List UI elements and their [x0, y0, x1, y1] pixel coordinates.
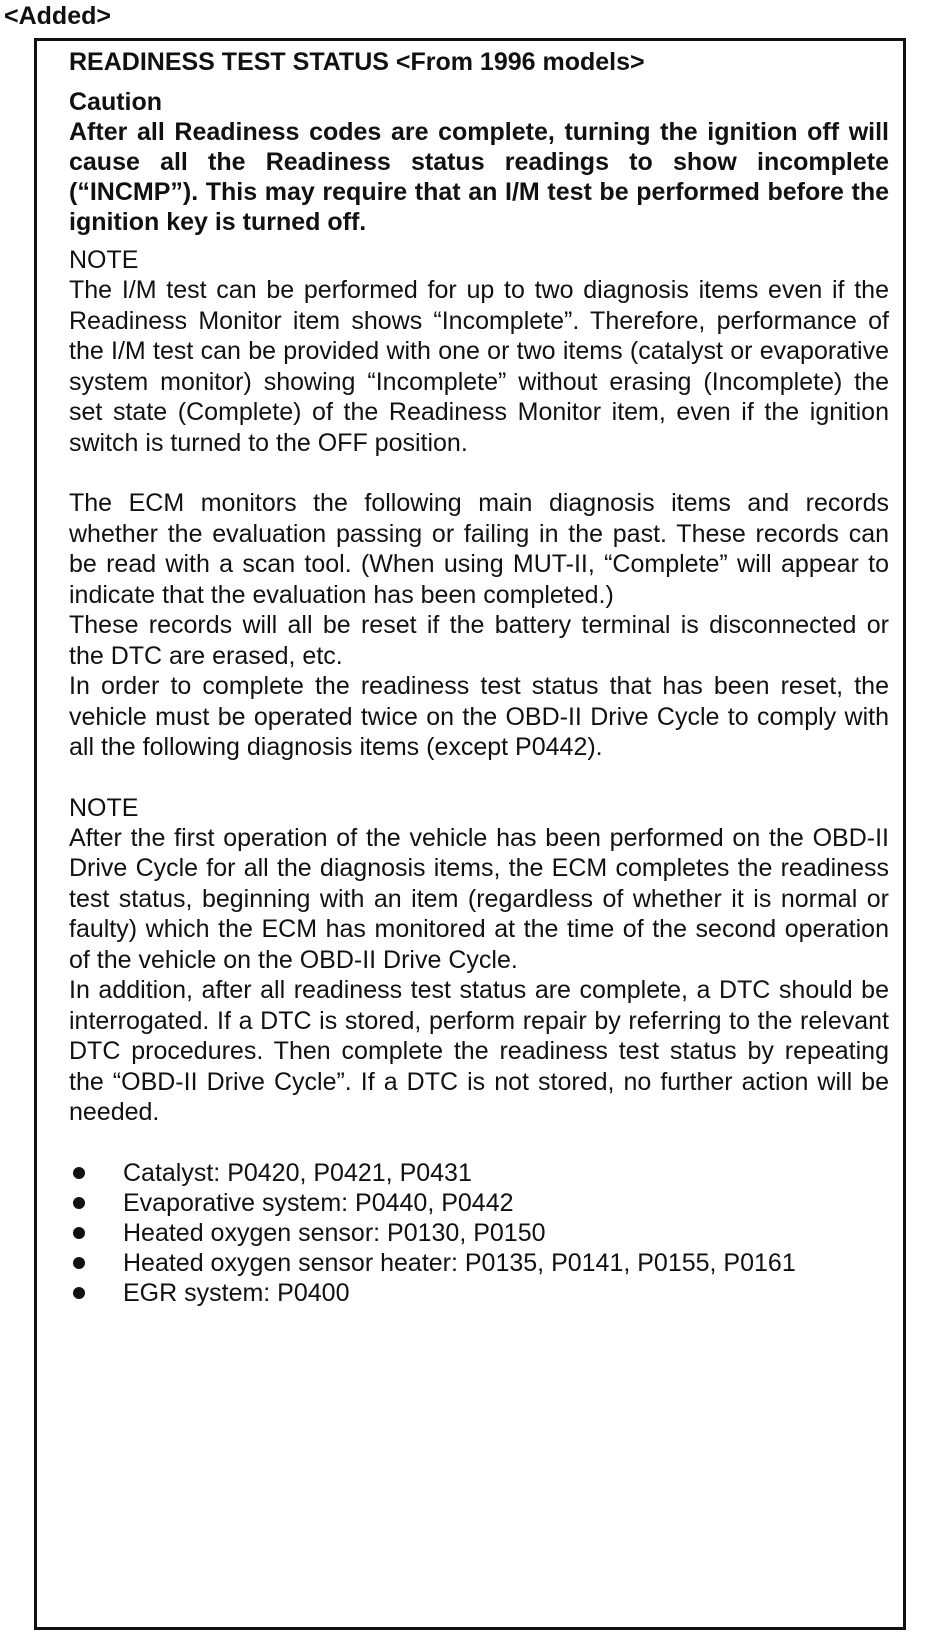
spacer — [69, 763, 889, 793]
list-item — [69, 1218, 889, 1248]
readiness-section-box — [34, 38, 906, 1630]
list-item — [69, 1158, 889, 1188]
list-item-text: Catalyst: P0420, P0421, P0431 — [123, 1158, 472, 1187]
section-title: READINESS TEST STATUS <From 1996 models> — [69, 48, 645, 76]
list-item — [69, 1248, 889, 1278]
bullet-icon — [73, 1167, 85, 1179]
caution-label: Caution — [69, 88, 163, 116]
spacer — [69, 1128, 889, 1158]
note-label: NOTE — [69, 246, 139, 274]
bullet-icon — [73, 1257, 85, 1269]
note-text: The I/M test can be performed for up to two diagnosis items even if the Readiness Monitor item shows “Incomplete”. Therefore, performance of the I/M test can be provided with one or two items (catalyst or evaporative system monitor) showing “Incomplete” without erasing (Incomplete) the set state (Complete) of the Readiness Monitor item, even if the ignition switch is turned to the OFF position. — [69, 276, 889, 457]
caution-text: After all Readiness codes are complete, turning the ignition off will cause all the Readiness status readings to show incomplete (“INCMP”). This may require that an I/M test be performed before the ignition key is turned off. — [69, 118, 889, 236]
bullet-icon — [73, 1227, 85, 1239]
list-item-text: Heated oxygen sensor: P0130, P0150 — [123, 1218, 546, 1247]
list-item-text: Evaporative system: P0440, P0442 — [123, 1188, 514, 1217]
spacer — [69, 458, 889, 488]
list-item-text: EGR system: P0400 — [123, 1278, 350, 1307]
section-content — [69, 47, 889, 1308]
list-item — [69, 1188, 889, 1218]
note-text: After the first operation of the vehicle has been performed on the OBD-II Drive Cycle for all the diagnosis items, the ECM completes the readiness test status, beginning with an item (regardless of whether it is normal or faulty) which the ECM has monitored at the time of the second operation of the vehicle on the OBD-II Drive Cycle. — [69, 823, 889, 974]
list-item-text: Heated oxygen sensor heater: P0135, P0141, P0155, P0161 — [123, 1248, 796, 1277]
note-text: In addition, after all readiness test status are complete, a DTC should be interrogated. If a DTC is stored, perform repair by referring to the relevant DTC procedures. Then complete the readiness test status by repeating the “OBD-II Drive Cycle”. If a DTC is not stored, no further action will be needed. — [69, 976, 889, 1126]
body-paragraph: These records will all be reset if the battery terminal is disconnected or the DTC are erased, etc. — [69, 611, 889, 670]
note-label: NOTE — [69, 793, 139, 822]
bullet-icon — [73, 1197, 85, 1209]
body-paragraph: In order to complete the readiness test status that has been reset, the vehicle must be operated twice on the OBD-II Drive Cycle to comply with all the following diagnosis items (except P0442). — [69, 672, 889, 761]
list-item — [69, 1278, 889, 1308]
bullet-icon — [73, 1287, 85, 1299]
added-tag: <Added> — [4, 2, 111, 30]
diagnosis-items-list — [69, 1158, 889, 1308]
body-paragraph: The ECM monitors the following main diagnosis items and records whether the evaluation passing or failing in the past. These records can be read with a scan tool. (When using MUT-II, “Complete” will appear to indicate that the evaluation has been completed.) — [69, 489, 889, 609]
